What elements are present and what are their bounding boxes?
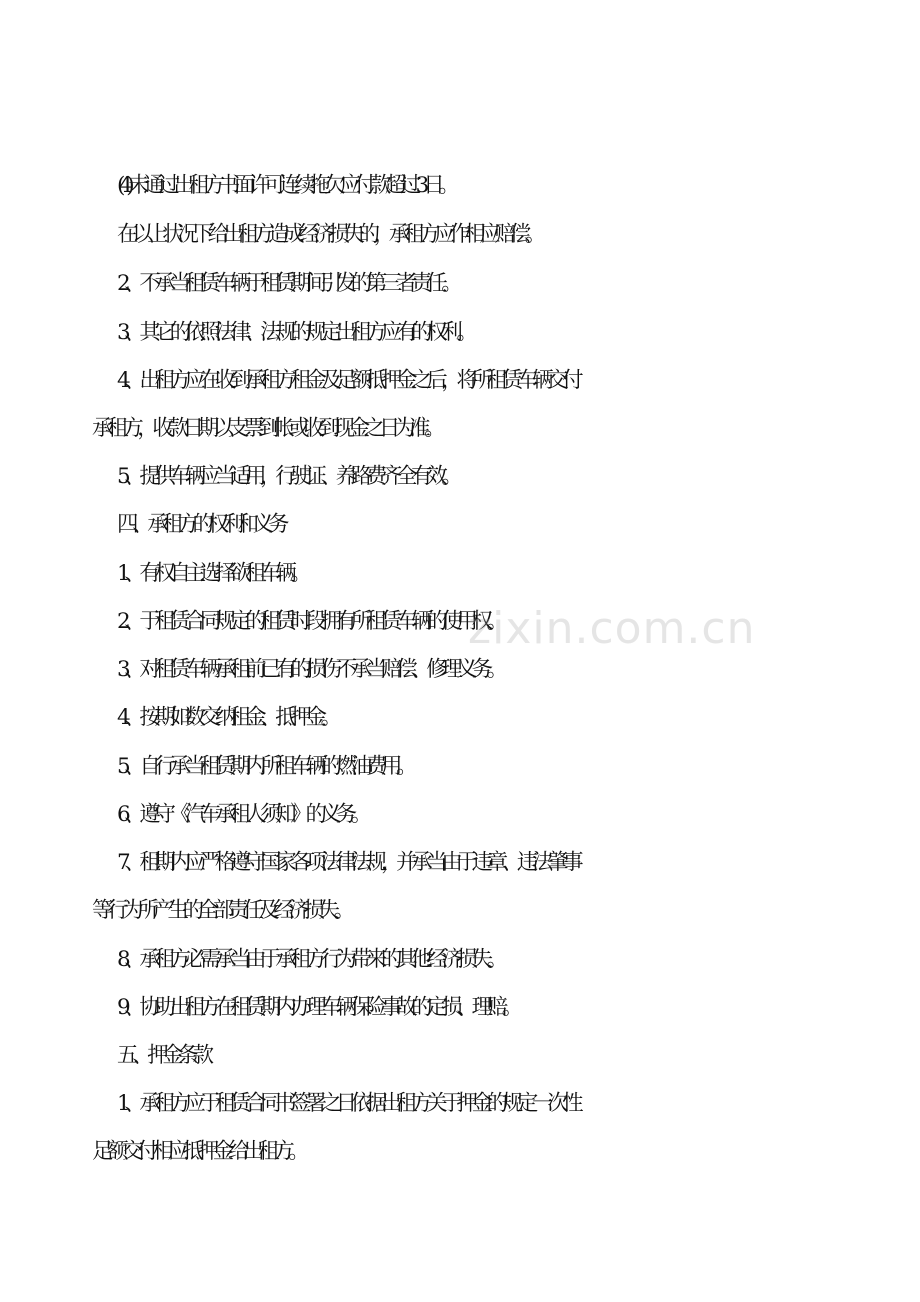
- list-item: 4、按期如数交纳租金、抵押金。: [117, 705, 336, 730]
- list-item: 1、承租方应于租赁合同书签署之日依据出租方关于押金的规定一次性: [117, 1091, 578, 1116]
- list-item: 7、租期内应严格遵守国家各项法律法规，并承当由于违章、违法肇事: [117, 850, 578, 875]
- list-item-continuation: 等行为所产生的全部责任及经济损失。: [92, 898, 349, 923]
- list-item: 2、不承当租赁车辆于租赁期间引发的第三者责任。: [117, 271, 457, 296]
- list-item-continuation: 承租方，收款日期以支票到帐或收到现金之日为准。: [92, 416, 440, 441]
- list-item: 9、协助出租方在租赁期内办理车辆保险事故的定损、理赔。: [117, 995, 517, 1020]
- list-item: 3、对租赁车辆承租前已有的损伤不承当赔偿、修理义务。: [117, 657, 502, 682]
- list-item: 3、其它的依照法律、法规的规定出租方应有的权利。: [117, 320, 472, 345]
- section-heading: 五、押金条款: [117, 1043, 208, 1068]
- list-item: 8、承租方必需承当由于承租方行为带来的其他经济损失。: [117, 947, 502, 972]
- list-item: 4、出租方应在收到承租方租金及足额抵押金之后，将所租赁车辆交付: [117, 368, 578, 393]
- list-item-continuation: 足额交付相应抵押金给出租方。: [92, 1139, 304, 1164]
- watermark: zixin.com.cn: [468, 603, 756, 654]
- section-heading: 四、承租方的权利和义务: [117, 512, 284, 537]
- list-item: 5、自行承当租赁期内所租车辆的燃油费用。: [117, 754, 412, 779]
- list-item: 5、提供车辆应当适用，行驶证、养路费齐全有效。: [117, 464, 457, 489]
- paragraph-line: 在以上状况下给出租方造成经济损失的，承租方应作相应赔偿。: [117, 222, 540, 247]
- list-item: 2、于租赁合同规定的租赁时段拥有所租赁车辆的使用权。: [117, 609, 502, 634]
- list-item: 1、有权自主选择欲租车辆。: [117, 561, 306, 586]
- list-item: 6、遵守《汽车承租人须知》的义务。: [117, 802, 366, 827]
- paragraph-line: (4)未通过出租方书面许可连续拖欠应付款超过 3 日。: [117, 173, 454, 198]
